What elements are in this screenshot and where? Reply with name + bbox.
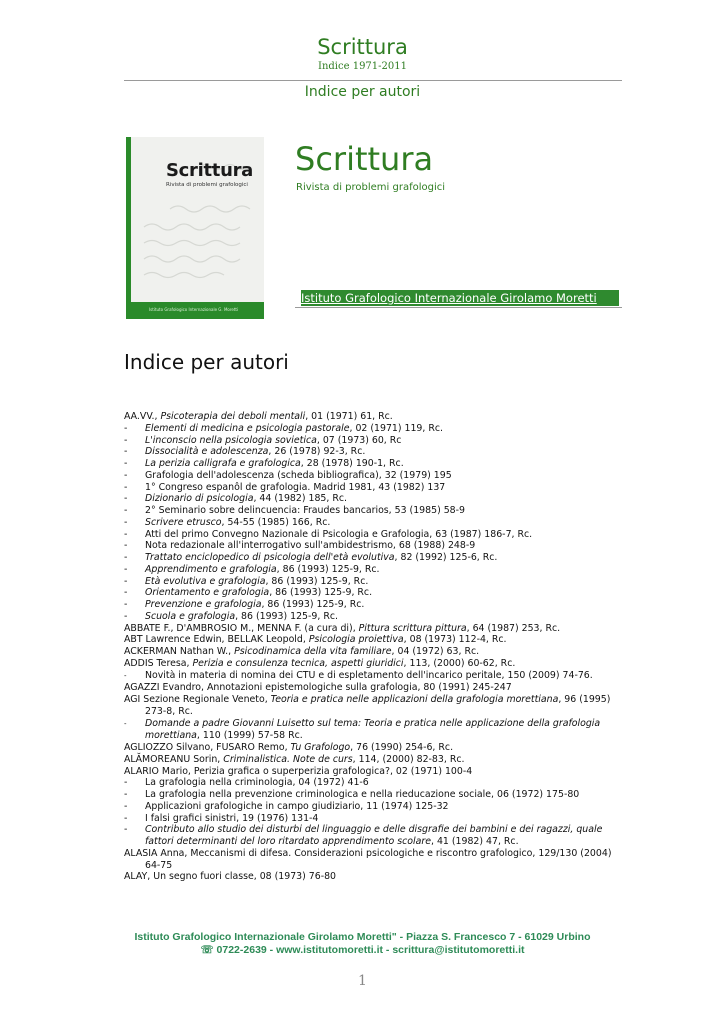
index-entry <box>124 470 622 482</box>
index-entry <box>124 435 622 447</box>
cover-subtitle: Rivista di problemi grafologici <box>166 182 248 188</box>
cover-bar <box>131 302 264 319</box>
author-index-list <box>124 411 622 883</box>
index-entry <box>124 587 622 599</box>
dash-bullet: - <box>124 552 128 563</box>
entry-reference: , 01 (1971) 61, Rc. <box>305 411 393 422</box>
dash-bullet: - <box>124 575 128 587</box>
index-entry <box>124 718 622 743</box>
entry-title: Pittura scrittura pittura <box>358 622 467 634</box>
cover-title: Scrittura <box>166 160 254 181</box>
dash-bullet: - <box>124 481 128 493</box>
dash-bullet: - <box>124 777 128 789</box>
entry-reference: 2° Seminario sobre delincuencia: Fraudes bancarios, 53 (1985) 58-9 <box>145 505 465 516</box>
masthead-divider <box>295 307 622 308</box>
entry-author: ALAY, <box>124 871 154 883</box>
entry-title: Prevenzione e grafologia <box>145 599 262 610</box>
entry-author: AGAZZI Evandro, <box>124 682 207 694</box>
entry-reference: , 02 (1971) 119, Rc. <box>349 422 444 434</box>
dash-bullet: - <box>124 505 128 516</box>
entry-title: L'inconscio nella psicologia sovietica <box>145 434 317 446</box>
entry-author: ABBATE F., D'AMBROSIO M., MENNA F. (a cura di), <box>124 622 359 634</box>
institute-link[interactable] <box>301 290 619 306</box>
dash-bullet: - <box>124 434 128 446</box>
header-section: Indice per autori <box>304 84 421 100</box>
index-entry <box>124 848 622 872</box>
header-divider <box>124 80 622 81</box>
entry-author: AA.VV., <box>124 411 161 422</box>
entry-reference: , 86 (1993) 125-9, Rc. <box>235 610 338 622</box>
entry-reference: , 82 (1992) 125-6, Rc. <box>394 552 498 563</box>
entry-title: Contributo allo studio dei disturbi del linguaggio e delle disgrafie dei bambini e dei ragazzi, quale fattori determinanti del loro ritardato apprendimento scolare <box>145 824 603 847</box>
entry-reference: Nota redazionale all'interrogativo sull'ambidestrismo, 68 (1988) 248-9 <box>145 540 476 552</box>
entry-reference: Un segno fuori classe, 08 (1973) 76-80 <box>153 871 337 883</box>
entry-reference: , 86 (1993) 125-9, Rc. <box>276 563 380 575</box>
cover-stripe <box>126 137 131 319</box>
entry-reference: , 41 (1982) 47, Rc. <box>431 836 519 847</box>
footer-address: Istituto Grafologico Internazionale Girolamo Moretti" - Piazza S. Francesco 7 - 61029 Urbino <box>134 931 591 943</box>
entry-title: Domande a padre Giovanni Luisetto sul tema: Teoria e pratica nelle applicazione della grafologia morettiana <box>145 717 601 742</box>
index-entry <box>124 482 622 494</box>
entry-reference: Annotazioni epistemologiche sulla grafologia, 80 (1991) 245-247 <box>206 682 512 694</box>
dash-bullet: - <box>124 812 128 824</box>
entry-reference: Grafologia dell'adolescenza (scheda bibliografica), 32 (1979) 195 <box>145 469 452 481</box>
index-entry <box>124 742 622 754</box>
footer-contact <box>0 944 725 957</box>
dash-bullet: - <box>124 824 128 836</box>
index-entry <box>124 694 622 718</box>
entry-reference: , 96 (1995) 273-8, Rc. <box>145 694 611 717</box>
entry-author: ADDIS Teresa, <box>124 657 193 669</box>
entry-reference: , 86 (1993) 125-9, Rc. <box>265 575 369 587</box>
entry-reference: , 76 (1990) 254-6, Rc. <box>350 742 454 753</box>
entry-title: Perizia e consulenza tecnica, aspetti giuridici <box>192 657 404 669</box>
entry-title: Orientamento e grafologia <box>145 587 270 599</box>
index-entry <box>124 564 622 576</box>
index-entry <box>124 446 622 458</box>
index-entry <box>124 766 622 778</box>
index-entry <box>124 552 622 564</box>
entry-reference: Atti del primo Convegno Nazionale di Psicologia e Grafologia, 63 (1987) 186-7, Rc. <box>145 528 533 540</box>
index-entry <box>124 670 622 683</box>
dash-bullet: - <box>124 563 128 575</box>
index-entry <box>124 801 622 813</box>
entry-reference: , 28 (1978) 190-1, Rc. <box>300 458 404 469</box>
index-entry <box>124 423 622 435</box>
cover-image <box>126 137 264 319</box>
dash-bullet: - <box>124 458 128 469</box>
dash-bullet: - <box>124 599 128 610</box>
dash-bullet: - <box>124 587 128 599</box>
dash-bullet: - <box>124 610 128 622</box>
header-title: Scrittura <box>317 35 408 59</box>
page-number: 1 <box>358 973 367 989</box>
entry-reference: , 86 (1993) 125-9, Rc. <box>269 587 373 599</box>
dash-bullet: - <box>124 516 128 528</box>
entry-title: Teoria e pratica nelle applicazioni della grafologia morettiana <box>270 694 559 705</box>
entry-reference: La grafologia nella criminologia, 04 (1972) 41-6 <box>145 777 369 789</box>
index-entry <box>124 777 622 789</box>
dash-bullet: - <box>124 540 128 552</box>
dash-bullet: - <box>124 800 128 812</box>
entry-reference: La grafologia nella prevenzione criminologica e nella rieducazione sociale, 06 (1972) 175-80 <box>145 789 580 800</box>
entry-title: Psicoterapia dei deboli mentali <box>160 411 306 422</box>
entry-title: Età evolutiva e grafologia <box>145 575 266 587</box>
entry-reference: Applicazioni grafologiche in campo giudiziario, 11 (1974) 125-32 <box>145 800 449 812</box>
entry-reference: , 110 (1999) 57-58 Rc. <box>196 730 303 742</box>
entry-reference: , 07 (1973) 60, Rc <box>316 434 402 446</box>
entry-title: Elementi di medicina e psicologia pastorale <box>145 422 350 434</box>
index-entry <box>124 576 622 588</box>
index-entry <box>124 411 622 423</box>
entry-author: ALARIO Mario, <box>124 765 194 777</box>
dash-bullet: - <box>124 671 127 680</box>
entry-reference: , 64 (1987) 253, Rc. <box>466 622 561 634</box>
masthead-subtitle: Rivista di problemi grafologici <box>296 182 446 193</box>
entry-author: ALĂMOREANU Sorin, <box>124 753 224 765</box>
index-entry <box>124 505 622 517</box>
section-heading: Indice per autori <box>124 350 289 374</box>
entry-reference: , 26 (1978) 92-3, Rc. <box>268 446 366 458</box>
entry-reference: , 44 (1982) 185, Rc. <box>253 493 347 505</box>
entry-title: Psicodinamica della vita familiare <box>234 646 392 657</box>
dash-bullet: - <box>124 469 128 481</box>
entry-reference: , 86 (1993) 125-9, Rc. <box>261 599 365 610</box>
entry-title: Dizionario di psicologia <box>145 493 254 505</box>
index-entry <box>124 871 622 883</box>
index-entry <box>124 529 622 541</box>
dash-bullet: - <box>124 446 128 458</box>
footer-contact-text: 0722-2639 - www.istitutomoretti.it - scrittura@istitutomoretti.it <box>216 944 525 956</box>
dash-bullet: - <box>124 789 128 800</box>
entry-reference: , 04 (1972) 63, Rc. <box>391 646 480 657</box>
entry-title: Criminalistica. Note de curs <box>223 753 353 765</box>
telephone-icon: ☏ <box>200 944 214 956</box>
entry-title: Apprendimento e grafologia <box>145 563 277 575</box>
cover-bar-text: Istituto Grafologico Internazionale G. Moretti <box>149 307 239 312</box>
index-entry <box>124 493 622 505</box>
dash-bullet: - <box>124 493 128 505</box>
entry-reference: , 08 (1973) 112-4, Rc. <box>403 634 507 646</box>
index-entry <box>124 517 622 529</box>
index-entry <box>124 540 622 552</box>
entry-author: ACKERMAN Nathan W., <box>124 646 235 657</box>
index-entry <box>124 789 622 801</box>
header-subtitle: Indice 1971-2011 <box>318 61 407 72</box>
index-entry <box>124 599 622 611</box>
entry-reference: Perizia grafica o superperizia grafologica?, 02 (1971) 100-4 <box>193 765 473 777</box>
entry-title: La perizia calligrafa e grafologica <box>145 458 301 469</box>
index-entry <box>124 634 622 646</box>
entry-reference: I falsi grafici sinistri, 19 (1976) 131-4 <box>145 812 319 824</box>
entry-author: AGLIOZZO Silvano, FUSARO Remo, <box>124 742 291 753</box>
entry-title: Scrivere etrusco <box>145 516 222 528</box>
index-entry <box>124 646 622 658</box>
entry-title: Psicologia proiettiva <box>308 634 404 646</box>
entry-reference: , 113, (2000) 60-62, Rc. <box>403 657 516 669</box>
dash-bullet: - <box>124 719 127 728</box>
index-entry <box>124 682 622 694</box>
index-entry <box>124 813 622 825</box>
institute-name[interactable]: Istituto Grafologico Internazionale Girolamo Moretti <box>301 291 597 305</box>
entry-author: ABT Lawrence Edwin, BELLAK Leopold, <box>124 634 309 646</box>
entry-reference: , 114, (2000) 82-83, Rc. <box>352 753 465 765</box>
entry-author: ALASIA Anna, <box>124 847 191 859</box>
dash-bullet: - <box>124 422 128 434</box>
entry-reference: , 54-55 (1985) 166, Rc. <box>221 516 331 528</box>
index-entry <box>124 611 622 623</box>
entry-reference: Meccanismi di difesa. Considerazioni psicologiche e riscontro grafologico, 129/130 (2004) 64-75 <box>145 847 612 871</box>
entry-author: AGI Sezione Regionale Veneto, <box>124 694 271 705</box>
entry-reference: Novità in materia di nomina dei CTU e di espletamento dell'incarico peritale, 150 (2009) 74-76. <box>145 669 593 681</box>
index-entry <box>124 623 622 635</box>
entry-title: Dissocialità e adolescenza <box>145 446 269 458</box>
index-entry <box>124 824 622 848</box>
entry-title: Scuola e grafologia <box>145 610 236 622</box>
dash-bullet: - <box>124 528 128 540</box>
entry-title: Trattato enciclopedico di psicologia dell'età evolutiva <box>145 552 395 563</box>
index-entry <box>124 754 622 766</box>
entry-reference: 1° Congreso espanôl de grafologia. Madrid 1981, 43 (1982) 137 <box>145 481 446 493</box>
index-entry <box>124 658 622 670</box>
masthead-title: Scrittura <box>295 140 434 178</box>
index-entry <box>124 458 622 470</box>
entry-title: Tu Grafologo <box>290 742 351 753</box>
